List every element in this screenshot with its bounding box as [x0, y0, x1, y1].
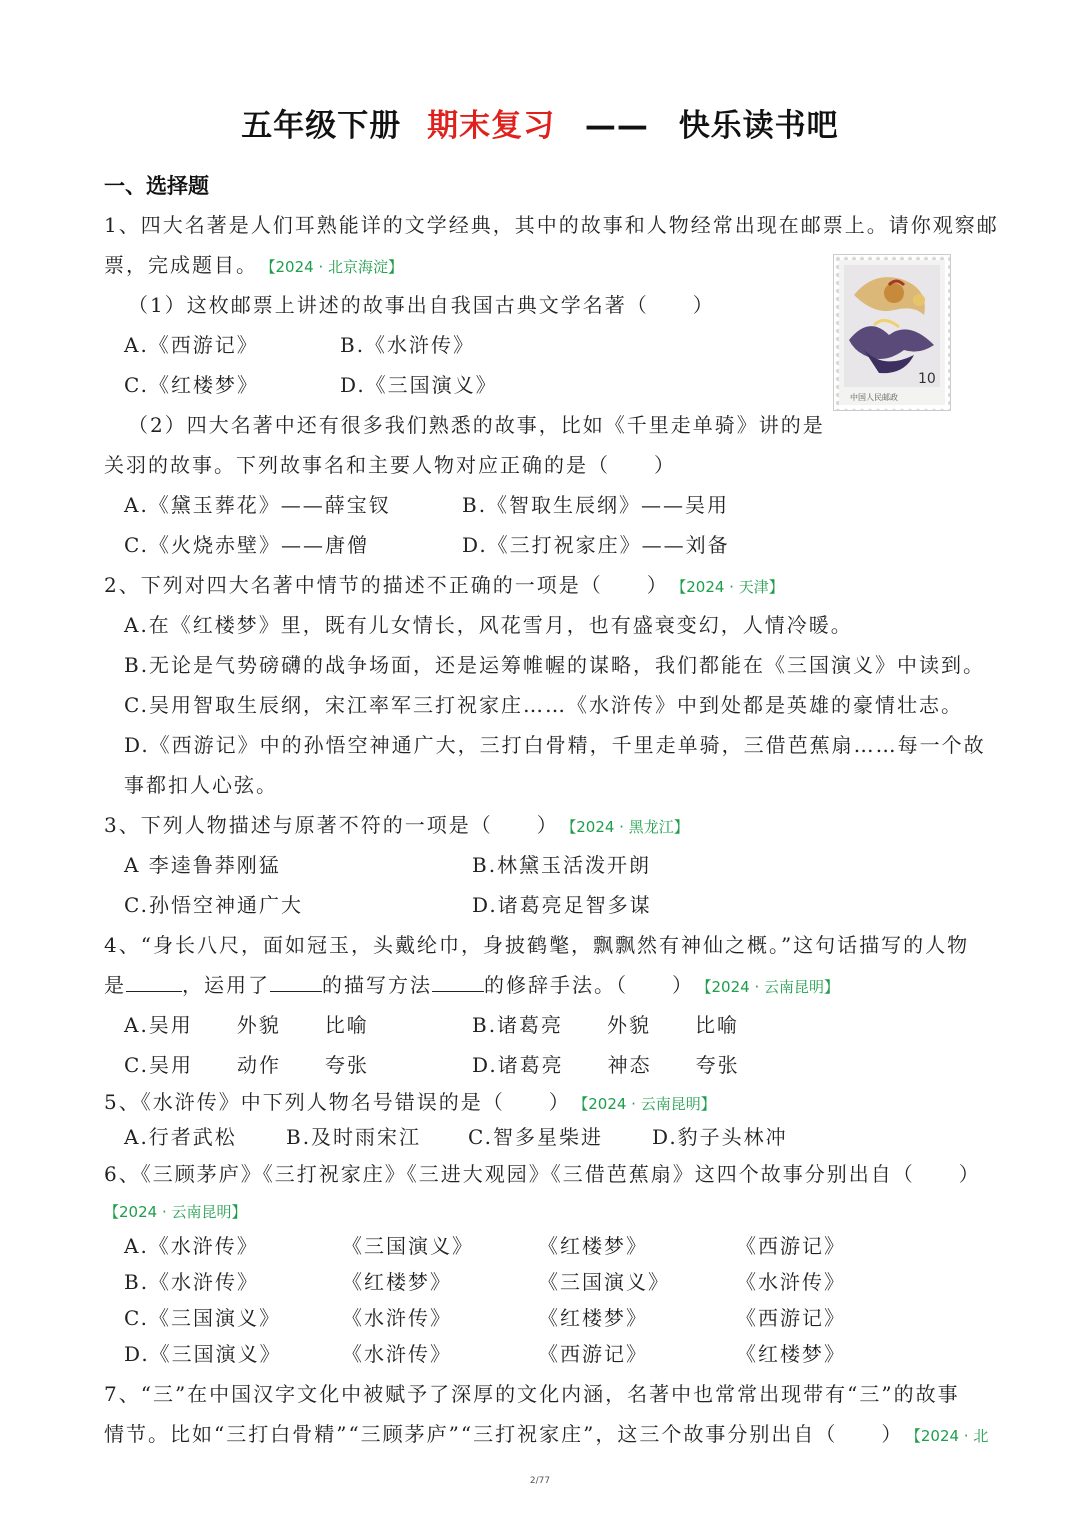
q5-option-a: A.行者武松	[124, 1125, 237, 1149]
q3-option-c: C.孙悟空神通广大	[124, 893, 303, 917]
q4-option-b: B.诸葛亮 外貌 比喻	[472, 1013, 740, 1037]
q2-source-tag: 【2024 · 天津】	[678, 578, 784, 596]
q6-stem: 6、《三顾茅庐》《三打祝家庄》《三进大观园》《三借芭蕉扇》这四个故事分别出自（ ）	[104, 1162, 981, 1186]
page-title	[0, 100, 1080, 145]
q7-source-tag: 【2024 · 北	[913, 1427, 989, 1445]
q1-sub2-option-d: D.《三打祝家庄》——刘备	[462, 533, 730, 557]
q2-option-d-line1: D.《西游记》中的孙悟空神通广大，三打白骨精，千里走单骑，三借芭蕉扇……每一个故	[124, 733, 986, 757]
title-grade: 五年级下册	[241, 108, 402, 144]
q2-option-b: B.无论是气势磅礴的战争场面，还是运筹帷幄的谋略，我们都能在《三国演义》中读到。	[124, 653, 986, 677]
q2-option-c: C.吴用智取生辰纲，宋江率军三打祝家庄……《水浒传》中到处都是英雄的豪情壮志。	[124, 693, 963, 717]
q1-source-tag: 【2024 · 北京海淀】	[268, 258, 403, 276]
q1-stem-line1: 1、四大名著是人们耳熟能详的文学经典，其中的故事和人物经常出现在邮票上。请你观察邮	[104, 213, 999, 237]
q7-stem-line1: 7、“三”在中国汉字文化中被赋予了深厚的文化内涵，名著中也常常出现带有“三”的故事	[104, 1382, 960, 1406]
q3-stem	[104, 811, 689, 841]
q6-source-tag: 【2024 · 云南昆明】	[104, 1203, 247, 1221]
q6-option-c-col3: 《红楼梦》	[538, 1306, 648, 1330]
q3-stem-text: 3、下列人物描述与原著不符的一项是（ ）	[104, 813, 559, 837]
q4-text-1: 是	[104, 973, 126, 997]
q4-blank-3[interactable]	[432, 971, 484, 992]
q1-sub2-option-b: B.《智取生辰纲》——吴用	[462, 493, 730, 517]
q6-option-d-col3: 《西游记》	[538, 1342, 648, 1366]
q6-option-b-col3: 《三国演义》	[538, 1270, 670, 1294]
q5-option-c: C.智多星柴进	[468, 1125, 603, 1149]
q1-sub1: （1）这枚邮票上讲述的故事出自我国古典文学名著（ ）	[128, 293, 715, 317]
q1-sub2-line1: （2）四大名著中还有很多我们熟悉的故事，比如《千里走单骑》讲的是	[128, 413, 825, 437]
q2-stem	[104, 571, 784, 601]
stamp-value: 10	[918, 371, 936, 387]
q6-option-c-col1: C.《三国演义》	[124, 1306, 281, 1330]
q6-option-d-col2: 《水浒传》	[342, 1342, 452, 1366]
q6-option-d-col1: D.《三国演义》	[124, 1342, 282, 1366]
q3-option-b: B.林黛玉活泼开朗	[472, 853, 652, 877]
q6-option-a-col4: 《西游记》	[736, 1234, 846, 1258]
monkey-king-stamp-icon	[834, 255, 950, 410]
q2-stem-text: 2、下列对四大名著中情节的描述不正确的一项是（ ）	[104, 573, 669, 597]
stamp-country: 中国人民邮政	[850, 393, 898, 402]
q1-sub1-option-a: A.《西游记》	[124, 333, 259, 357]
title-dash: ——	[584, 108, 649, 144]
q7-stem-text: 情节。比如“三打白骨精”“三顾茅庐”“三打祝家庄”，这三个故事分别出自（ ）	[104, 1422, 904, 1446]
section-heading: 一、选择题	[104, 174, 209, 198]
q4-blank-1[interactable]	[126, 971, 182, 992]
q5-stem	[104, 1088, 716, 1118]
q4-text-4: 的修辞手法。（ ）	[484, 973, 694, 997]
q6-option-a-col2: 《三国演义》	[342, 1234, 474, 1258]
q6-source-line	[94, 1196, 246, 1226]
q1-stem-text: 票，完成题目。	[104, 253, 258, 277]
q1-stem-line2	[104, 251, 403, 281]
q1-sub2-option-c: C.《火烧赤壁》——唐僧	[124, 533, 369, 557]
q5-source-tag: 【2024 · 云南昆明】	[580, 1095, 716, 1113]
q6-option-a-col3: 《红楼梦》	[538, 1234, 648, 1258]
stamp-image	[834, 255, 950, 410]
q5-option-d: D.豹子头林冲	[652, 1125, 788, 1149]
q1-sub1-option-b: B.《水浒传》	[340, 333, 476, 357]
q4-option-d: D.诸葛亮 神态 夸张	[472, 1053, 740, 1077]
q1-sub1-option-c: C.《红楼梦》	[124, 373, 259, 397]
q4-option-c: C.吴用 动作 夸张	[124, 1053, 369, 1077]
q4-source-tag: 【2024 · 云南昆明】	[704, 978, 839, 996]
q2-option-a: A.在《红楼梦》里，既有儿女情长，风花雪月，也有盛衰变幻，人情冷暖。	[124, 613, 853, 637]
title-topic: 快乐读书吧	[678, 108, 839, 144]
q6-option-b-col1: B.《水浒传》	[124, 1270, 260, 1294]
q1-sub2-line2: 关羽的故事。下列故事名和主要人物对应正确的是（ ）	[104, 453, 676, 477]
q1-sub2-option-a: A.《黛玉葬花》——薛宝钗	[124, 493, 391, 517]
q4-text-2: ，运用了	[182, 973, 270, 997]
q4-blank-2[interactable]	[270, 971, 322, 992]
q6-option-b-col2: 《红楼梦》	[342, 1270, 452, 1294]
q3-option-d: D.诸葛亮足智多谋	[472, 893, 652, 917]
q4-stem-line1: 4、“身长八尺，面如冠玉，头戴纶巾，身披鹤氅，飘飘然有神仙之概。”这句话描写的人物	[104, 933, 970, 957]
q3-source-tag: 【2024 · 黑龙江】	[568, 818, 689, 836]
title-highlight: 期末复习	[427, 108, 556, 144]
q5-stem-text: 5、《水浒传》中下列人物名号错误的是（ ）	[104, 1090, 571, 1114]
q6-option-a-col1: A.《水浒传》	[124, 1234, 259, 1258]
q3-option-a: A 李逵鲁莽刚猛	[124, 853, 281, 877]
q2-option-d-line2: 事都扣人心弦。	[124, 773, 278, 797]
q6-option-b-col4: 《水浒传》	[736, 1270, 846, 1294]
q6-option-c-col2: 《水浒传》	[342, 1306, 452, 1330]
q4-text-3: 的描写方法	[322, 973, 432, 997]
q6-option-c-col4: 《西游记》	[736, 1306, 846, 1330]
q7-stem-line2	[104, 1420, 988, 1450]
q4-stem-line2	[104, 971, 839, 1001]
q6-option-d-col4: 《红楼梦》	[736, 1342, 846, 1366]
page-number: 2/77	[529, 1476, 551, 1486]
q5-option-b: B.及时雨宋江	[286, 1125, 422, 1149]
q4-option-a: A.吴用 外貌 比喻	[124, 1013, 369, 1037]
q1-sub1-option-d: D.《三国演义》	[340, 373, 498, 397]
